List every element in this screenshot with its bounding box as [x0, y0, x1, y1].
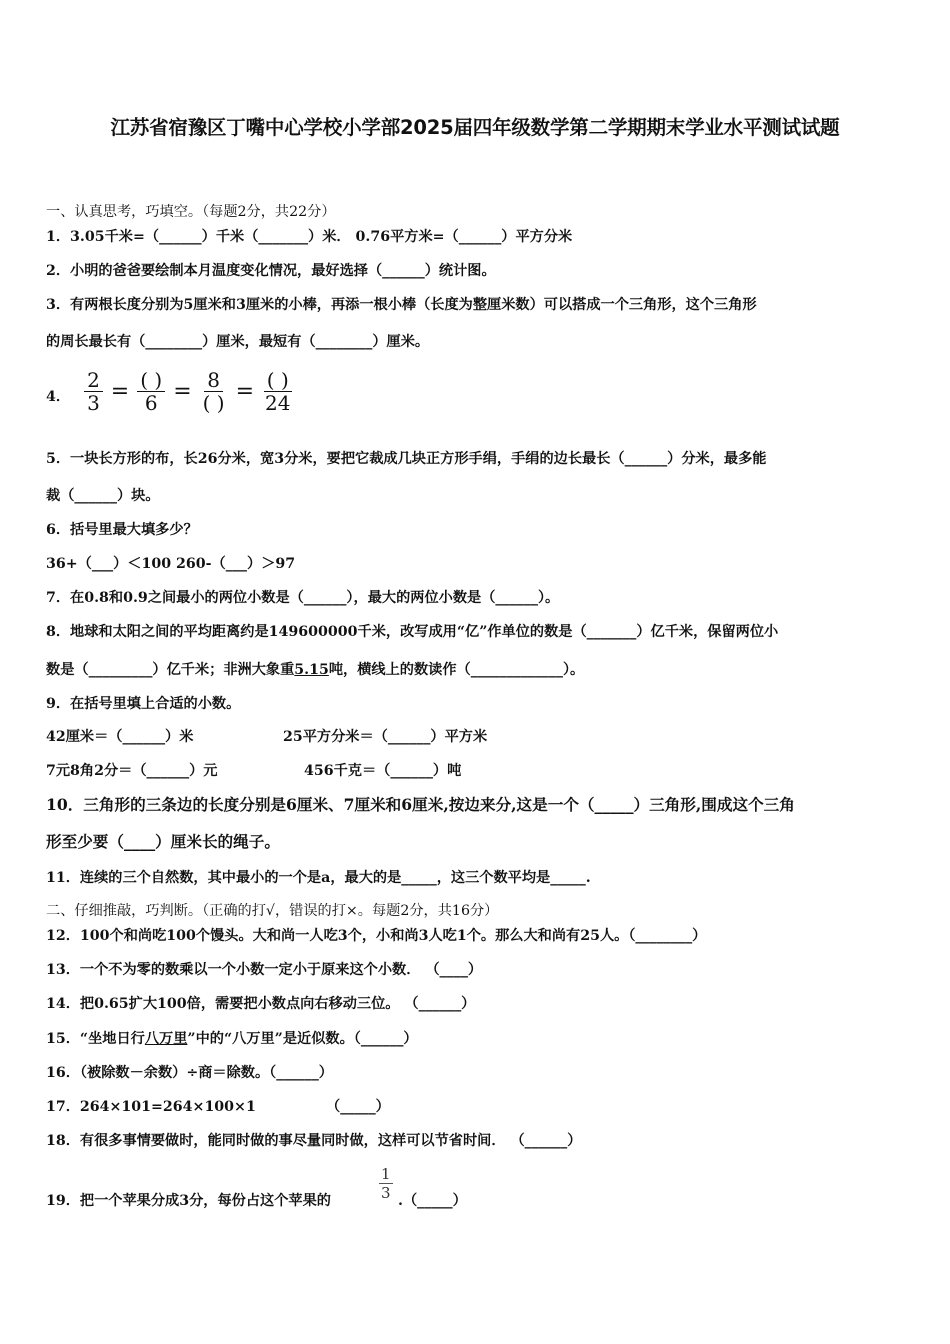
question-4 [46, 366, 296, 416]
question-12: 12．100个和尚吃100个馒头。大和尚一人吃3个，小和尚3人吃1个。那么大和尚有25人。（________） [46, 928, 707, 944]
equals-sign: = [110, 378, 130, 404]
fraction-3: 8 ( ) [202, 367, 225, 415]
question-1: 1．3.05千米=（______）千米（_______）米． 0.76平方米=（______）平方分米 [46, 229, 573, 245]
question-9-item-1: 42厘米＝（______）米 [46, 729, 194, 745]
question-19-answer: .（_____） [398, 1193, 467, 1209]
question-10-line1: 10．三角形的三条边的长度分别是6厘米、7厘米和6厘米,按边来分,这是一个（_____）三角形,围成这个三角 [46, 795, 795, 814]
question-13: 13．一个不为零的数乘以一个小数一定小于原来这个小数． （____） [46, 962, 483, 978]
question-19: 19．把一个苹果分成3分，每份占这个苹果的 [46, 1193, 331, 1209]
page-title: 江苏省宿豫区丁嘴中心学校小学部2025届四年级数学第二学期期末学业水平测试试题 [110, 116, 840, 139]
question-8-line2: 数是（_________）亿千米；非洲大象重5.15吨，横线上的数读作（_____________）。 [46, 662, 585, 678]
section-2-heading: 二、仔细推敲，巧判断。（正确的打√，错误的打×。每题2分，共16分） [46, 903, 499, 919]
question-5-line1: 5．一块长方形的布，长26分米，宽3分米，要把它裁成几块正方形手绢，手绢的边长最长（______）分米，最多能 [46, 451, 767, 467]
question-2: 2．小明的爸爸要绘制本月温度变化情况，最好选择（______）统计图。 [46, 263, 496, 279]
question-10-line2: 形至少要（____）厘米长的绳子。 [46, 832, 280, 851]
question-5-line2: 裁（______）块。 [46, 488, 160, 504]
question-7: 7．在0.8和0.9之间最小的两位小数是（______），最大的两位小数是（______）。 [46, 590, 560, 606]
question-4-label: 4． [46, 389, 71, 405]
fraction-2: ( ) 6 [135, 369, 167, 414]
fraction-1: $\frac{2}{3}$ [82, 369, 105, 414]
question-16: 16．（被除数－余数）÷商＝除数。（______） [46, 1065, 333, 1081]
question-17: 17．264×101=264×100×1 [46, 1099, 256, 1115]
question-14: 14．把0.65扩大100倍，需要把小数点向右移动三位。 （______） [46, 996, 476, 1012]
question-9-item-4: 456千克＝（______）吨 [304, 763, 462, 779]
question-18: 18．有很多事情要做时，能同时做的事尽量同时做，这样可以节省时间． （______） [46, 1133, 582, 1149]
question-9: 9．在括号里填上合适的小数。 [46, 696, 241, 712]
question-3-line2: 的周长最长有（________）厘米，最短有（________）厘米。 [46, 334, 430, 350]
underlined-phrase: 八万里 [144, 1031, 188, 1047]
underlined-weight: 5.15 [294, 662, 329, 678]
question-11: 11．连续的三个自然数，其中最小的一个是a，最大的是_____，这三个数平均是_____. [46, 870, 591, 886]
question-6: 6．括号里最大填多少？ [46, 522, 198, 538]
section-1-heading: 一、认真思考，巧填空。（每题2分，共22分） [46, 204, 336, 220]
question-8-line1: 8．地球和太阳之间的平均距离约是149600000千米，改写成用“亿”作单位的数是（_______）亿千米，保留两位小 [46, 624, 779, 640]
question-15: 15．“坐地日行八万里”中的“八万里”是近似数。（______） [46, 1031, 418, 1047]
fraction-one-third: $\frac{1}{3}$ [381, 1165, 391, 1202]
question-3-line1: 3．有两根长度分别为5厘米和3厘米的小棒，再添一根小棒（长度为整厘米数）可以搭成一个三角形，这个三角形 [46, 297, 757, 313]
question-9-item-2: 25平方分米＝（______）平方米 [283, 729, 488, 745]
fraction-4: ( ) 24 [265, 367, 291, 415]
question-17-answer: （_____） [326, 1099, 390, 1115]
question-9-item-3: 7元8角2分＝（______）元 [46, 763, 218, 779]
equals-sign: = [173, 378, 192, 404]
question-6-items: 36+（___）＜100 260-（___）＞97 [46, 556, 296, 572]
equals-sign: = [235, 378, 255, 404]
